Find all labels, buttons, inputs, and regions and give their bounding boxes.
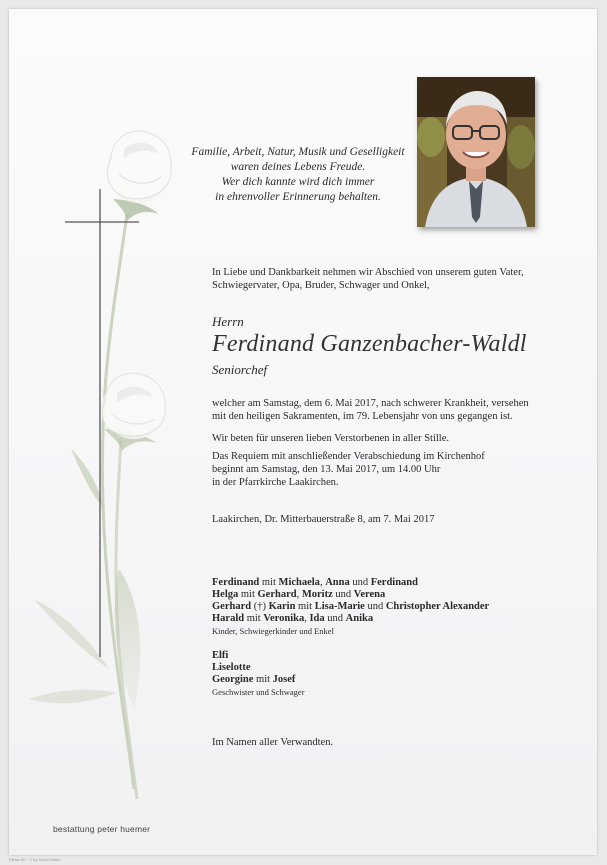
family-name: Josef <box>272 674 296 685</box>
connector: mit <box>253 674 273 685</box>
connector: mit <box>238 589 258 600</box>
closing-line: Im Namen aller Verwandten. <box>212 737 334 748</box>
connector: mit <box>295 601 315 612</box>
family-name: Christopher Alexander <box>385 601 490 612</box>
intro-line: In Liebe und Dankbarkeit nehmen wir Abschied von unserem guten Vater, <box>212 267 524 278</box>
family-name: Veronika <box>263 613 305 624</box>
roses-illustration <box>9 9 209 855</box>
place-date: Laakirchen, Dr. Mitterbauerstraße 8, am 7. Mai 2017 <box>212 514 435 525</box>
deceased-marker: (†) <box>251 601 269 612</box>
family-caption: Geschwister und Schwager <box>212 687 305 697</box>
imprint: Pietas 80 · © by Ulrich Rotter <box>9 857 61 862</box>
death-notice-line: welcher am Samstag, dem 6. Mai 2017, nach schwerer Krankheit, versehen <box>212 398 529 409</box>
requiem-line: Das Requiem mit anschließender Verabschiedung im Kirchenhof <box>212 451 485 462</box>
deceased-name: Ferdinand Ganzenbacher-Waldl <box>212 331 527 357</box>
family-name: Ferdinand <box>370 577 418 588</box>
quote-line: Wer dich kannte wird dich immer <box>221 176 375 188</box>
connector: und <box>324 613 346 624</box>
family-name: Gerhard <box>212 601 252 612</box>
salutation: Herrn <box>212 314 244 329</box>
family-name: Helga <box>212 589 239 600</box>
family-caption: Kinder, Schwiegerkinder und Enkel <box>212 626 334 636</box>
prayer-line: Wir beten für unseren lieben Verstorbenen in aller Stille. <box>212 433 450 444</box>
sibling-name: Georgine <box>212 674 254 685</box>
family-row <box>212 589 385 601</box>
sibling-name: Elfi <box>212 650 229 661</box>
quote-line: Familie, Arbeit, Natur, Musik und Geselligkeit <box>191 146 405 158</box>
portrait-photo <box>417 77 535 227</box>
connector: und <box>332 589 354 600</box>
funeral-home-credit: bestattung peter huemer <box>53 824 151 834</box>
connector: und <box>364 601 386 612</box>
family-name: Ida <box>309 613 325 624</box>
quote-line: in ehrenvoller Erinnerung behalten. <box>215 191 381 203</box>
family-name: Michaela <box>278 577 320 588</box>
connector: mit <box>244 613 264 624</box>
family-name: Lisa-Marie <box>314 601 365 612</box>
family-row <box>212 577 418 589</box>
family-name: Anna <box>325 577 350 588</box>
family-name: Ferdinand <box>212 577 260 588</box>
death-notice-line: mit den heiligen Sakramenten, im 79. Lebensjahr von uns gegangen ist. <box>212 411 513 422</box>
family-row <box>212 674 295 686</box>
family-row <box>212 601 489 613</box>
intro-line: Schwiegervater, Opa, Bruder, Schwager und Onkel, <box>212 280 430 291</box>
memorial-quote <box>173 145 423 205</box>
family-name: Anika <box>345 613 374 624</box>
family-name: Verena <box>353 589 386 600</box>
family-name: Gerhard <box>257 589 297 600</box>
family-name: Harald <box>212 613 245 624</box>
family-name: Moritz <box>301 589 333 600</box>
requiem-line: in der Pfarrkirche Laakirchen. <box>212 477 339 488</box>
connector: , <box>304 613 310 624</box>
family-row <box>212 613 373 625</box>
quote-line: waren deines Lebens Freude. <box>230 161 366 173</box>
white-rose-top <box>107 131 171 203</box>
obituary-page <box>9 9 597 862</box>
connector: , <box>296 589 302 600</box>
connector: mit <box>259 577 279 588</box>
connector: und <box>349 577 371 588</box>
white-rose-lower <box>102 373 166 439</box>
connector: , <box>319 577 326 588</box>
sibling-name: Liselotte <box>212 662 251 673</box>
deceased-role: Seniorchef <box>212 362 268 377</box>
family-name: Karin <box>268 601 296 612</box>
requiem-line: beginnt am Samstag, den 13. Mai 2017, um 14.00 Uhr <box>212 464 441 475</box>
